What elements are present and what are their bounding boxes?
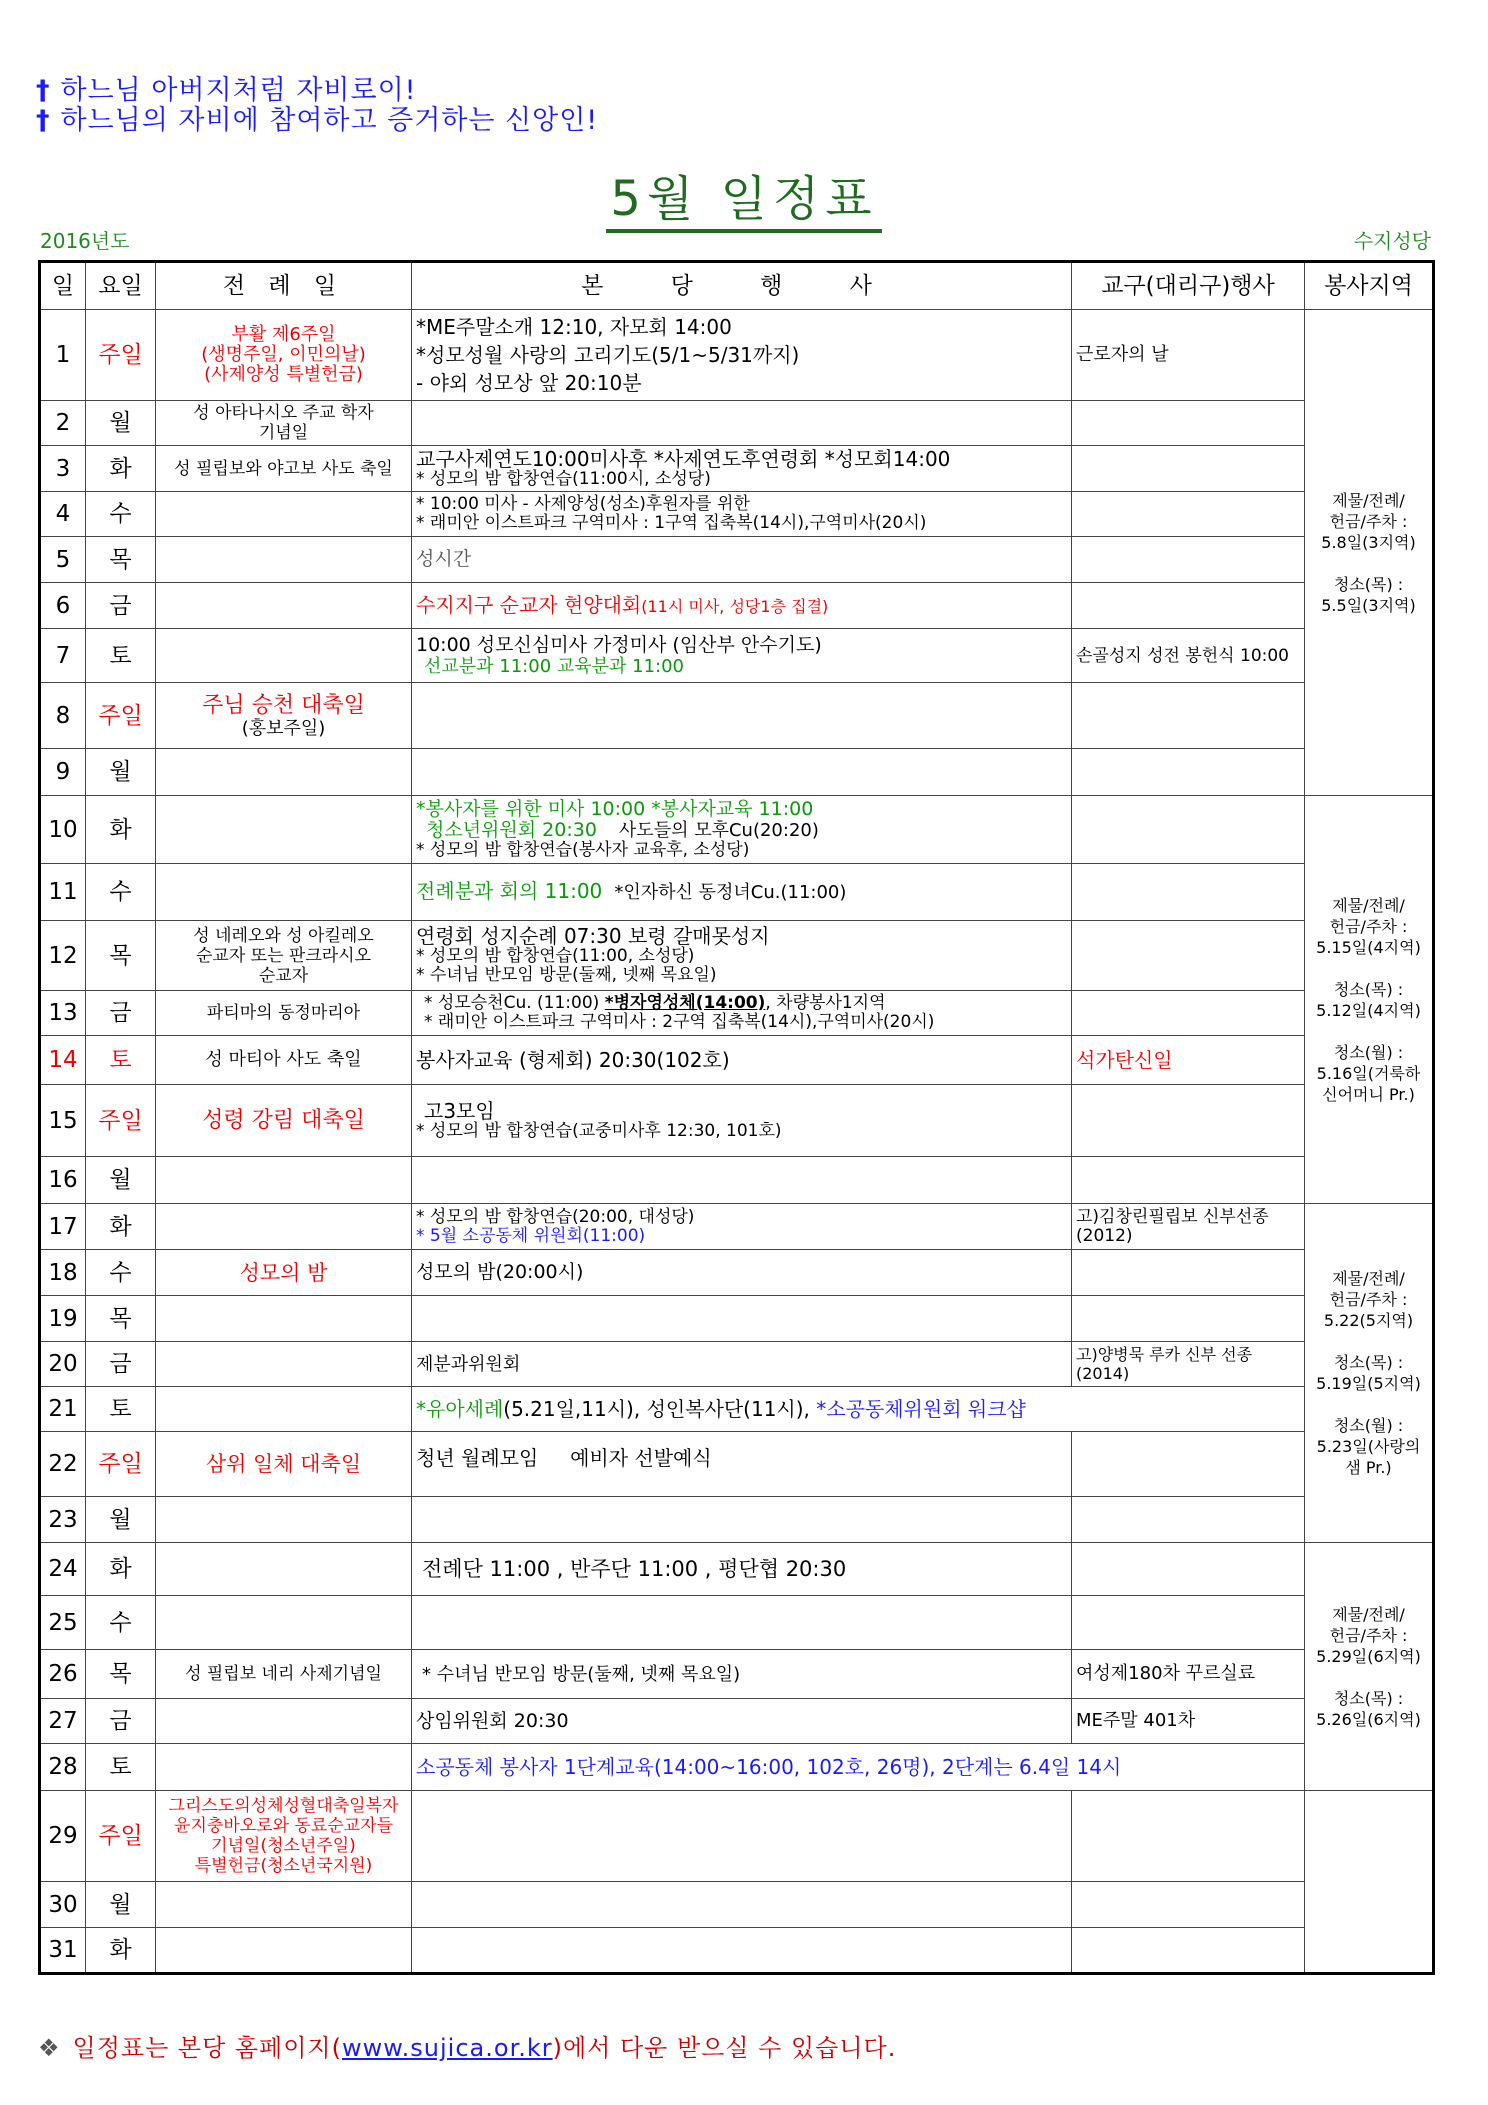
- diocese-cell: [1072, 1928, 1305, 1974]
- dow-cell: 화: [86, 796, 156, 864]
- diocese-cell: ME주말 401차: [1072, 1699, 1305, 1744]
- dow-cell: 월: [86, 1157, 156, 1204]
- diocese-cell: [1072, 1157, 1305, 1204]
- table-row: [40, 310, 1434, 401]
- dow-cell: 목: [86, 1296, 156, 1342]
- day-cell: 23: [40, 1497, 86, 1543]
- day-cell: 13: [40, 991, 86, 1036]
- dow-cell: 금: [86, 1342, 156, 1387]
- events-cell: *유아세례(5.21일,11시), 성인복사단(11시), *소공동체위원회 워크샵: [412, 1387, 1305, 1432]
- dow-cell: 화: [86, 1204, 156, 1250]
- day-cell: 21: [40, 1387, 86, 1432]
- diocese-cell: [1072, 1296, 1305, 1342]
- volunteer-block-5: [1305, 1791, 1434, 1974]
- day-cell: 1: [40, 310, 86, 401]
- events-cell: 제분과위원회: [412, 1342, 1072, 1387]
- dow-cell: 금: [86, 991, 156, 1036]
- events-cell: [412, 1928, 1072, 1974]
- dow-cell: 수: [86, 864, 156, 921]
- day-cell: 10: [40, 796, 86, 864]
- day-cell: 2: [40, 401, 86, 446]
- diocese-cell: [1072, 1497, 1305, 1543]
- parish-name: 수지성당: [1353, 229, 1431, 253]
- events-cell: *ME주말소개 12:10, 자모회 14:00 *성모성월 사랑의 고리기도(5/1~5/31까지) - 야외 성모상 앞 20:10분: [412, 310, 1072, 401]
- liturgy-cell: 삼위 일체 대축일: [156, 1432, 412, 1497]
- liturgy-cell: 성 아타나시오 주교 학자 기념일: [156, 401, 412, 446]
- header-volunteer: 봉사지역: [1305, 262, 1434, 310]
- diocese-cell: [1072, 1432, 1305, 1497]
- diocese-cell: [1072, 796, 1305, 864]
- day-cell: 20: [40, 1342, 86, 1387]
- diocese-cell: [1072, 991, 1305, 1036]
- liturgy-cell: 성 필립보와 야고보 사도 축일: [156, 446, 412, 492]
- liturgy-cell: [156, 1596, 412, 1650]
- table-row: [40, 446, 1434, 492]
- liturgy-cell: 파티마의 동정마리아: [156, 991, 412, 1036]
- liturgy-cell: [156, 537, 412, 583]
- day-cell: 26: [40, 1650, 86, 1699]
- liturgy-cell: [156, 1296, 412, 1342]
- diocese-cell: [1072, 401, 1305, 446]
- diocese-cell: [1072, 749, 1305, 796]
- volunteer-block-3: 제물/전례/ 헌금/주차 : 5.22(5지역) 청소(목) : 5.19일(5지역) 청소(월) : 5.23일(사랑의 샘 Pr.): [1305, 1204, 1434, 1543]
- liturgy-cell: 성 네레오와 성 아킬레오 순교자 또는 판크라시오 순교자: [156, 921, 412, 991]
- table-row: [40, 1342, 1434, 1387]
- diocese-cell: 여성제180차 꾸르실료: [1072, 1650, 1305, 1699]
- dow-cell: 금: [86, 1699, 156, 1744]
- events-cell: *봉사자를 위한 미사 10:00 *봉사자교육 11:00 청소년위원회 20:30 사도들의 모후Cu(20:20) * 성모의 밤 합창연습(봉사자 교육후, 소성당): [412, 796, 1072, 864]
- table-row: [40, 1387, 1434, 1432]
- events-cell: 연령회 성지순례 07:30 보령 갈매못성지 * 성모의 밤 합창연습(11:00, 소성당) * 수녀님 반모임 방문(둘째, 넷째 목요일): [412, 921, 1072, 991]
- table-row: [40, 991, 1434, 1036]
- events-cell: * 수녀님 반모임 방문(둘째, 넷째 목요일): [412, 1650, 1072, 1699]
- diocese-cell: [1072, 1543, 1305, 1596]
- table-row: [40, 796, 1434, 864]
- liturgy-cell: 성 마티아 사도 축일: [156, 1036, 412, 1085]
- events-cell: [412, 1296, 1072, 1342]
- events-cell: * 성모의 밤 합창연습(20:00, 대성당) * 5월 소공동체 위원회(11:00): [412, 1204, 1072, 1250]
- day-cell: 12: [40, 921, 86, 991]
- events-cell: 봉사자교육 (형제회) 20:30(102호): [412, 1036, 1072, 1085]
- dow-cell: 토: [86, 1387, 156, 1432]
- day-cell: 29: [40, 1791, 86, 1882]
- events-cell: [412, 1157, 1072, 1204]
- diocese-cell: [1072, 537, 1305, 583]
- liturgy-cell: 성 필립보 네리 사제기념일: [156, 1650, 412, 1699]
- day-cell: 11: [40, 864, 86, 921]
- dow-cell: 월: [86, 1497, 156, 1543]
- liturgy-cell: [156, 749, 412, 796]
- dow-cell: 수: [86, 492, 156, 537]
- table-row: [40, 1497, 1434, 1543]
- dow-cell: 수: [86, 1250, 156, 1296]
- table-row: [40, 1036, 1434, 1085]
- events-cell: 교구사제연도10:00미사후 *사제연도후연령회 *성모회14:00 * 성모의 밤 합창연습(11:00시, 소성당): [412, 446, 1072, 492]
- year-label: 2016년도: [40, 229, 130, 253]
- dow-cell: 화: [86, 1543, 156, 1596]
- dow-cell: 토: [86, 629, 156, 683]
- dow-cell: 목: [86, 921, 156, 991]
- liturgy-cell: [156, 864, 412, 921]
- liturgy-cell: [156, 492, 412, 537]
- day-cell: 15: [40, 1085, 86, 1157]
- day-cell: 6: [40, 583, 86, 629]
- dow-cell: 수: [86, 1596, 156, 1650]
- table-row: [40, 683, 1434, 749]
- day-cell: 19: [40, 1296, 86, 1342]
- diocese-cell: [1072, 1882, 1305, 1928]
- liturgy-cell: 부활 제6주일 (생명주일, 이민의날) (사제양성 특별헌금): [156, 310, 412, 401]
- cross-icon: †: [36, 105, 51, 136]
- dow-cell: 주일: [86, 1791, 156, 1882]
- day-cell: 14: [40, 1036, 86, 1085]
- liturgy-cell: [156, 1928, 412, 1974]
- table-row: [40, 1204, 1434, 1250]
- events-cell: [412, 401, 1072, 446]
- liturgy-cell: [156, 1699, 412, 1744]
- liturgy-cell: [156, 583, 412, 629]
- liturgy-cell: 그리스도의성체성혈대축일복자 윤지충바오로와 동료순교자들 기념일(청소년주일) 특별헌금(청소년국지원): [156, 1791, 412, 1882]
- table-row: [40, 1296, 1434, 1342]
- header-events: 본 당 행 사: [412, 262, 1072, 310]
- diocese-cell: [1072, 683, 1305, 749]
- table-row: [40, 921, 1434, 991]
- diocese-cell: [1072, 492, 1305, 537]
- events-cell: 상임위원회 20:30: [412, 1699, 1072, 1744]
- events-cell: * 성모승천Cu. (11:00) *병자영성체(14:00), 차량봉사1지역 * 래미안 이스트파크 구역미사 : 2구역 집축복(14시),구역미사(20시): [412, 991, 1072, 1036]
- day-cell: 28: [40, 1744, 86, 1791]
- table-row: [40, 629, 1434, 683]
- motto-line-2: † 하느님의 자비에 참여하고 증거하는 신앙인!: [36, 105, 599, 136]
- dow-cell: 목: [86, 537, 156, 583]
- liturgy-cell: [156, 1497, 412, 1543]
- dow-cell: 월: [86, 401, 156, 446]
- liturgy-cell: [156, 1157, 412, 1204]
- page-title: 5월 일정표: [0, 160, 1488, 229]
- day-cell: 8: [40, 683, 86, 749]
- day-cell: 22: [40, 1432, 86, 1497]
- diocese-cell: [1072, 1085, 1305, 1157]
- diocese-cell: [1072, 1596, 1305, 1650]
- day-cell: 7: [40, 629, 86, 683]
- table-row: [40, 1650, 1434, 1699]
- schedule-table: [38, 260, 1435, 1975]
- dow-cell: 토: [86, 1036, 156, 1085]
- day-cell: 30: [40, 1882, 86, 1928]
- table-row: [40, 864, 1434, 921]
- table-row: [40, 583, 1434, 629]
- liturgy-cell: 성모의 밤: [156, 1250, 412, 1296]
- events-cell: 수지지구 순교자 현양대회(11시 미사, 성당1층 집결): [412, 583, 1072, 629]
- liturgy-cell: [156, 796, 412, 864]
- events-cell: 소공동체 봉사자 1단계교육(14:00~16:00, 102호, 26명), 2단계는 6.4일 14시: [412, 1744, 1305, 1791]
- day-cell: 5: [40, 537, 86, 583]
- events-cell: 성시간: [412, 537, 1072, 583]
- dow-cell: 화: [86, 446, 156, 492]
- table-row: [40, 537, 1434, 583]
- events-cell: [412, 1497, 1072, 1543]
- volunteer-block-1: 제물/전례/ 헌금/주차 : 5.8일(3지역) 청소(목) : 5.5일(3지역): [1305, 310, 1434, 796]
- table-row: [40, 1882, 1434, 1928]
- events-cell: 전례분과 회의 11:00 *인자하신 동정녀Cu.(11:00): [412, 864, 1072, 921]
- motto-line-1: † 하느님 아버지처럼 자비로이!: [36, 75, 417, 106]
- dow-cell: 토: [86, 1744, 156, 1791]
- diamond-bullet-icon: ❖: [38, 2034, 61, 2062]
- day-cell: 25: [40, 1596, 86, 1650]
- header-day: 일: [40, 262, 86, 310]
- table-row: [40, 1543, 1434, 1596]
- events-cell: 전례단 11:00 , 반주단 11:00 , 평단협 20:30: [412, 1543, 1072, 1596]
- events-cell: 청년 월례모임 예비자 선발예식: [412, 1432, 1072, 1497]
- dow-cell: 주일: [86, 683, 156, 749]
- day-cell: 18: [40, 1250, 86, 1296]
- dow-cell: 주일: [86, 1085, 156, 1157]
- homepage-link[interactable]: www.sujica.or.kr: [341, 2034, 553, 2062]
- table-row: [40, 1157, 1434, 1204]
- events-cell: [412, 683, 1072, 749]
- liturgy-cell: [156, 1204, 412, 1250]
- diocese-cell: 고)김창린필립보 신부선종 (2012): [1072, 1204, 1305, 1250]
- volunteer-block-2: 제물/전례/ 헌금/주차 : 5.15일(4지역) 청소(목) : 5.12일(4지역) 청소(월) : 5.16일(거룩하 신어머니 Pr.): [1305, 796, 1434, 1204]
- liturgy-cell: [156, 629, 412, 683]
- header-liturgy: 전 례 일: [156, 262, 412, 310]
- events-cell: 고3모임 * 성모의 밤 합창연습(교중미사후 12:30, 101호): [412, 1085, 1072, 1157]
- day-cell: 4: [40, 492, 86, 537]
- table-row: [40, 1596, 1434, 1650]
- day-cell: 9: [40, 749, 86, 796]
- dow-cell: 주일: [86, 1432, 156, 1497]
- diocese-cell: [1072, 864, 1305, 921]
- cross-icon: †: [36, 75, 51, 106]
- liturgy-cell: 주님 승천 대축일 (홍보주일): [156, 683, 412, 749]
- table-row: [40, 1699, 1434, 1744]
- header-diocese: 교구(대리구)행사: [1072, 262, 1305, 310]
- dow-cell: 화: [86, 1928, 156, 1974]
- table-row: [40, 1744, 1434, 1791]
- volunteer-block-4: 제물/전례/ 헌금/주차 : 5.29일(6지역) 청소(목) : 5.26일(6지역): [1305, 1543, 1434, 1791]
- day-cell: 17: [40, 1204, 86, 1250]
- liturgy-cell: [156, 1882, 412, 1928]
- table-row: [40, 492, 1434, 537]
- footer-note: ❖ 일정표는 본당 홈페이지(www.sujica.or.kr)에서 다운 받으실 수 있습니다.: [38, 2034, 897, 2062]
- liturgy-cell: [156, 1342, 412, 1387]
- diocese-cell: 손골성지 성전 봉헌식 10:00: [1072, 629, 1305, 683]
- liturgy-cell: [156, 1543, 412, 1596]
- events-cell: [412, 1791, 1072, 1882]
- diocese-cell: [1072, 583, 1305, 629]
- dow-cell: 월: [86, 1882, 156, 1928]
- liturgy-cell: 성령 강림 대축일: [156, 1085, 412, 1157]
- header-row: [40, 262, 1434, 310]
- events-cell: 10:00 성모신심미사 가정미사 (임산부 안수기도) 선교분과 11:00 교육분과 11:00: [412, 629, 1072, 683]
- diocese-cell: 근로자의 날: [1072, 310, 1305, 401]
- table-row: [40, 749, 1434, 796]
- day-cell: 27: [40, 1699, 86, 1744]
- liturgy-cell: [156, 1387, 412, 1432]
- year-line: [40, 225, 1431, 254]
- dow-cell: 목: [86, 1650, 156, 1699]
- dow-cell: 주일: [86, 310, 156, 401]
- diocese-cell: 석가탄신일: [1072, 1036, 1305, 1085]
- events-cell: [412, 749, 1072, 796]
- table-row: [40, 1791, 1434, 1882]
- events-cell: * 10:00 미사 - 사제양성(성소)후원자를 위한 * 래미안 이스트파크 구역미사 : 1구역 집축복(14시),구역미사(20시): [412, 492, 1072, 537]
- events-cell: [412, 1596, 1072, 1650]
- diocese-cell: 고)양병묵 루카 신부 선종 (2014): [1072, 1342, 1305, 1387]
- day-cell: 16: [40, 1157, 86, 1204]
- header-dow: 요일: [86, 262, 156, 310]
- dow-cell: 금: [86, 583, 156, 629]
- day-cell: 3: [40, 446, 86, 492]
- events-cell: [412, 1882, 1072, 1928]
- dow-cell: 월: [86, 749, 156, 796]
- table-row: [40, 1432, 1434, 1497]
- table-row: [40, 1928, 1434, 1974]
- events-cell: 성모의 밤(20:00시): [412, 1250, 1072, 1296]
- diocese-cell: [1072, 921, 1305, 991]
- diocese-cell: [1072, 1250, 1305, 1296]
- day-cell: 24: [40, 1543, 86, 1596]
- diocese-cell: [1072, 1791, 1305, 1882]
- day-cell: 31: [40, 1928, 86, 1974]
- table-row: [40, 401, 1434, 446]
- table-row: [40, 1085, 1434, 1157]
- liturgy-cell: [156, 1744, 412, 1791]
- table-row: [40, 1250, 1434, 1296]
- diocese-cell: [1072, 446, 1305, 492]
